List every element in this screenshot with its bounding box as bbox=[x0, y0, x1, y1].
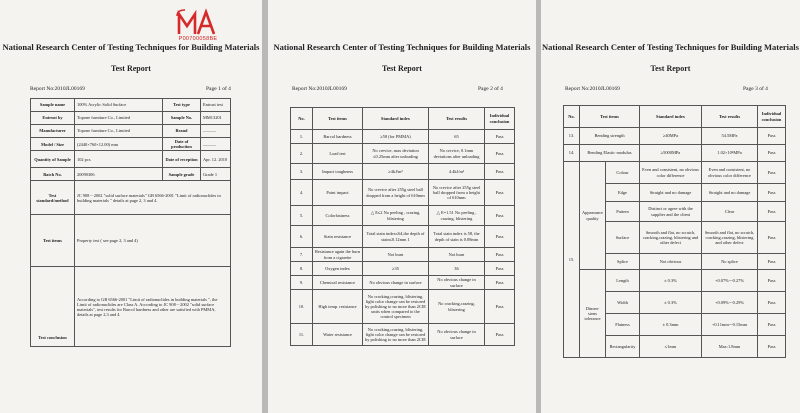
table-row bbox=[291, 226, 515, 248]
table-cell: Load test bbox=[313, 144, 363, 164]
table-cell: ≥5000MPa bbox=[640, 145, 702, 162]
table-cell: 54.5MPa bbox=[702, 128, 758, 145]
table-cell: No crevice after 255g steel ball dropped from a height of 610mm bbox=[363, 180, 429, 206]
column-header: Standard index bbox=[640, 106, 702, 128]
table-cell: Pass bbox=[485, 144, 515, 164]
table-cell: ≥40MPa bbox=[640, 128, 702, 145]
table-cell: Pass bbox=[758, 292, 786, 314]
items-label: Test items bbox=[31, 215, 75, 267]
field-label: Sample name bbox=[31, 99, 75, 112]
table-cell: Pass bbox=[485, 262, 515, 276]
table-cell: No obvious change in surface bbox=[429, 324, 485, 346]
field-value: Topone furniture Co., Limited bbox=[75, 112, 163, 125]
field-value: ——— bbox=[201, 138, 231, 151]
table-cell: Length bbox=[606, 270, 640, 292]
table-row bbox=[291, 324, 515, 346]
report-number: Report No:2010JL00169 bbox=[565, 86, 620, 92]
table-cell: Pass bbox=[758, 270, 786, 292]
field-value: Entrust test bbox=[201, 99, 231, 112]
table-cell: Smooth and flat, no scratch, cracking,crazing, blistering and other defect bbox=[702, 222, 758, 254]
table-row bbox=[31, 168, 231, 181]
item-number: 15. bbox=[564, 162, 580, 358]
table-cell: 4. bbox=[291, 180, 313, 206]
table-cell: Water resistance bbox=[313, 324, 363, 346]
page-header: National Research Center of Testing Techniques for Building Materials bbox=[273, 42, 531, 52]
table-cell: Pass bbox=[485, 324, 515, 346]
table-cell: Not burn bbox=[429, 248, 485, 262]
field-label: Manufacturer bbox=[31, 125, 75, 138]
field-label: Test type bbox=[163, 99, 201, 112]
table-cell: Total stain index≤64,the depth of stain≤0.12mm 1 bbox=[363, 226, 429, 248]
table-cell: 11. bbox=[291, 324, 313, 346]
table-cell: Impact toughness bbox=[313, 164, 363, 180]
table-cell: High temp. resistance bbox=[313, 290, 363, 324]
table-row bbox=[564, 128, 786, 145]
table-cell: 4.4kJ/m² bbox=[429, 164, 485, 180]
table-cell: ± 0.3% bbox=[640, 292, 702, 314]
table-cell: Clear bbox=[702, 202, 758, 222]
table-cell: Point impact bbox=[313, 180, 363, 206]
page-number: Page 3 of 4 bbox=[743, 86, 768, 92]
table-cell: Barcol hardness bbox=[313, 130, 363, 144]
table-cell: 9. bbox=[291, 276, 313, 290]
table-row bbox=[291, 262, 515, 276]
column-header: Test results bbox=[702, 106, 758, 128]
table-cell: +0.07%~-0.27% bbox=[702, 270, 758, 292]
table-cell: Pass bbox=[758, 336, 786, 358]
table-cell: 14. bbox=[564, 145, 580, 162]
table-row bbox=[564, 145, 786, 162]
table-cell: Smooth and flat, no scratch, cracking,crazing, blistering and other defect bbox=[640, 222, 702, 254]
table-row bbox=[31, 99, 231, 112]
field-label: Date of reception bbox=[163, 151, 201, 168]
table-cell: Rectangularity bbox=[606, 336, 640, 358]
table-cell: Edge bbox=[606, 184, 640, 202]
table-cell: Pass bbox=[758, 254, 786, 270]
table-cell: 5. bbox=[291, 206, 313, 226]
table-cell: Pass bbox=[485, 164, 515, 180]
table-cell: +0.09%~-0.29% bbox=[702, 292, 758, 314]
table-row bbox=[291, 180, 515, 206]
column-header: Test items bbox=[313, 108, 363, 130]
table-row bbox=[31, 138, 231, 151]
table-cell: Pass bbox=[758, 128, 786, 145]
report-page-1 bbox=[0, 0, 262, 413]
table-cell: Flatness bbox=[606, 314, 640, 336]
page-header: National Research Center of Testing Techniques for Building Materials bbox=[2, 42, 260, 52]
report-number: Report No:2010JL00169 bbox=[292, 86, 347, 92]
table-cell: Distinct or agree with the supplier and the client bbox=[640, 202, 702, 222]
table-cell: 65 bbox=[429, 130, 485, 144]
table-cell: 7. bbox=[291, 248, 313, 262]
table-cell: 2. bbox=[291, 144, 313, 164]
items-text: Property test ( see page 2, 3 and 4) bbox=[75, 215, 231, 267]
table-cell: Pass bbox=[758, 222, 786, 254]
page-subtitle: Test Report bbox=[382, 64, 422, 73]
field-value: (2440×760×12.00) mm bbox=[75, 138, 163, 151]
table-cell: 3. bbox=[291, 164, 313, 180]
table-cell: ± 0.3mm bbox=[640, 314, 702, 336]
table-row bbox=[31, 215, 231, 267]
group-label: Dimen-sions tolerance bbox=[580, 270, 606, 358]
test-results-table bbox=[290, 107, 515, 346]
table-cell: Pass bbox=[485, 180, 515, 206]
table-row bbox=[291, 290, 515, 324]
table-cell: ≥58 (for PMMA) bbox=[363, 130, 429, 144]
page-number: Page 2 of 4 bbox=[478, 86, 503, 92]
table-cell: Pass bbox=[485, 206, 515, 226]
standard-text: JC 908－2002 "solid surface materials" GB 6566-2001 "Limit of radionuclides in building materials " details at page 2, 3 and 4. bbox=[75, 181, 231, 215]
table-row bbox=[564, 162, 786, 184]
column-header: Individual conclusion bbox=[485, 108, 515, 130]
field-value: Topone furniture Co., Limited bbox=[75, 125, 163, 138]
conclusion-label: Test conclusion bbox=[31, 267, 75, 347]
column-header: Test results bbox=[429, 108, 485, 130]
table-cell: Max:1.8mm bbox=[702, 336, 758, 358]
table-cell: Pass bbox=[758, 162, 786, 184]
table-row bbox=[291, 144, 515, 164]
report-number: Report No:2010JL00169 bbox=[30, 86, 85, 92]
table-cell: 6. bbox=[291, 226, 313, 248]
table-cell: Pattern bbox=[606, 202, 640, 222]
table-cell: Pass bbox=[485, 290, 515, 324]
table-cell: Pass bbox=[485, 226, 515, 248]
field-label: Entrust by bbox=[31, 112, 75, 125]
table-cell: Colorfastness bbox=[313, 206, 363, 226]
table-cell: No crevice after 255g steel ball dropped from a height of 610mm bbox=[429, 180, 485, 206]
standard-label: Test standard/method bbox=[31, 181, 75, 215]
cma-stamp-icon bbox=[175, 8, 221, 38]
table-cell: Chemical resistance bbox=[313, 276, 363, 290]
field-value: 102 pcs bbox=[75, 151, 163, 168]
table-row bbox=[31, 181, 231, 215]
table-cell: △ E=1.51 No peeling , crazing, blistering bbox=[429, 206, 485, 226]
table-cell: Bending strength bbox=[580, 128, 640, 145]
table-cell: 10. bbox=[291, 290, 313, 324]
table-cell: Total stain index is 58, the depth of stain is 0.08mm bbox=[429, 226, 485, 248]
field-value: 20090306 bbox=[75, 168, 163, 181]
cma-stamp bbox=[175, 8, 221, 44]
column-header: Test items bbox=[580, 106, 640, 128]
table-cell: Surface bbox=[606, 222, 640, 254]
column-header: No. bbox=[291, 108, 313, 130]
table-cell: Pass bbox=[485, 130, 515, 144]
table-cell: Pass bbox=[758, 145, 786, 162]
table-cell: ≥4kJ/m² bbox=[363, 164, 429, 180]
column-header: Individual conclusion bbox=[758, 106, 786, 128]
table-cell: Pass bbox=[758, 314, 786, 336]
table-row bbox=[291, 164, 515, 180]
table-cell: Straight and no damage bbox=[640, 184, 702, 202]
table-cell: Colour bbox=[606, 162, 640, 184]
table-cell: Even and consistent, no obvious color difference bbox=[640, 162, 702, 184]
table-cell: Pass bbox=[485, 248, 515, 262]
table-cell: Stain resistance bbox=[313, 226, 363, 248]
field-label: Date of production bbox=[163, 138, 201, 151]
table-row bbox=[291, 248, 515, 262]
conclusion-text: According to GB 6566-2001 "Limit of radionuclides in building materials ", the Limit of radionuclides are Class A. According to JC 908－2002 "solid surface materials", test results for Barcol hardness and other are satisfied with PMMA, details at page 2,3 and 4. bbox=[75, 267, 231, 347]
page-subtitle: Test Report bbox=[111, 64, 151, 73]
test-results-table-2 bbox=[563, 105, 786, 358]
group-label: Appearance quality bbox=[580, 162, 606, 270]
table-cell: ≤1mm bbox=[640, 336, 702, 358]
table-cell: No cracking,crazing, blistering, light color change can be restored by polishing to no more than 2CIE bbox=[363, 324, 429, 346]
table-cell: Pass bbox=[758, 202, 786, 222]
table-cell: Pass bbox=[485, 276, 515, 290]
table-header-row bbox=[564, 106, 786, 128]
table-cell: 1. bbox=[291, 130, 313, 144]
table-cell: No crevice, 0.1mm deviations after unloading bbox=[429, 144, 485, 164]
field-value: ——— bbox=[201, 125, 231, 138]
table-row bbox=[291, 206, 515, 226]
table-cell: No obvious change in surface bbox=[429, 276, 485, 290]
table-row bbox=[31, 125, 231, 138]
table-cell: Straight and no damage bbox=[702, 184, 758, 202]
table-cell: No cracking,crazing, blistering bbox=[429, 290, 485, 324]
table-cell: ≥35 bbox=[363, 262, 429, 276]
table-row bbox=[31, 267, 231, 347]
table-cell: Splice bbox=[606, 254, 640, 270]
report-page-2 bbox=[268, 0, 536, 413]
table-row bbox=[31, 112, 231, 125]
table-cell: 1.02×10⁴MPa bbox=[702, 145, 758, 162]
table-cell: Width bbox=[606, 292, 640, 314]
field-value: Grade 1 bbox=[201, 168, 231, 181]
field-label: Sample grade bbox=[163, 168, 201, 181]
table-cell: No crevice, max deviation ≤0.25mm after unloading bbox=[363, 144, 429, 164]
field-label: Batch No. bbox=[31, 168, 75, 181]
table-cell: No splice bbox=[702, 254, 758, 270]
table-row bbox=[291, 130, 515, 144]
table-cell: Oxygen index bbox=[313, 262, 363, 276]
page-header: National Research Center of Testing Techniques for Building Materials bbox=[542, 42, 799, 52]
table-cell: Bending Elastic modulus bbox=[580, 145, 640, 162]
field-label: Quantity of Sample bbox=[31, 151, 75, 168]
table-cell: △ E≤2 No peeling , crazing, blistering bbox=[363, 206, 429, 226]
table-cell: No cracking,crazing, blistering, light color change can be restored by polishing to no more than 2CIE units when compared to the control specimen bbox=[363, 290, 429, 324]
field-label: Model / Size bbox=[31, 138, 75, 151]
table-cell: 8. bbox=[291, 262, 313, 276]
sample-info-table bbox=[30, 98, 231, 347]
table-cell: Not burn bbox=[363, 248, 429, 262]
table-cell: 13. bbox=[564, 128, 580, 145]
table-header-row bbox=[291, 108, 515, 130]
report-page-3 bbox=[541, 0, 800, 413]
table-row bbox=[31, 151, 231, 168]
page-subtitle: Test Report bbox=[650, 64, 691, 73]
page-number: Page 1 of 4 bbox=[206, 86, 231, 92]
table-cell: +0.11mm~-0.15mm bbox=[702, 314, 758, 336]
field-value: MM13201 bbox=[201, 112, 231, 125]
stamp-number: P00700058BE bbox=[178, 36, 218, 42]
field-value: Apr. 12. 2010 bbox=[201, 151, 231, 168]
table-cell: 36 bbox=[429, 262, 485, 276]
table-cell: No obvious change in surface bbox=[363, 276, 429, 290]
field-label: Sample No. bbox=[163, 112, 201, 125]
table-cell: Even and consistent, no obvious color difference bbox=[702, 162, 758, 184]
column-header: Standard index bbox=[363, 108, 429, 130]
table-cell: ± 0.3% bbox=[640, 270, 702, 292]
column-header: No. bbox=[564, 106, 580, 128]
table-row bbox=[291, 276, 515, 290]
table-cell: Not obvious bbox=[640, 254, 702, 270]
table-cell: Pass bbox=[758, 184, 786, 202]
table-cell: Resistance again the burn from a cigarette bbox=[313, 248, 363, 262]
field-value: 100% Acrylic Solid Surface bbox=[75, 99, 163, 112]
table-row bbox=[564, 270, 786, 292]
field-label: Brand bbox=[163, 125, 201, 138]
